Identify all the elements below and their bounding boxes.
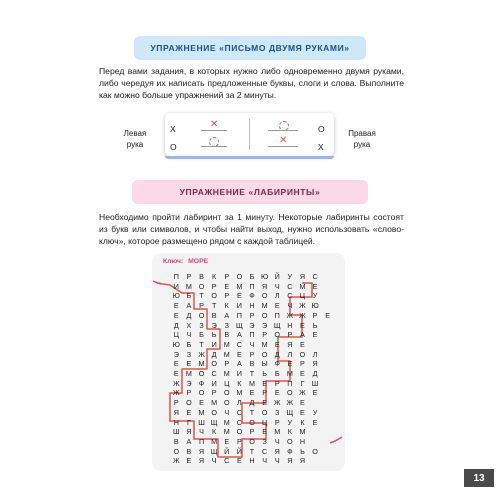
maze-cell: О [249,436,255,446]
maze-cell: Р [249,349,255,359]
maze-cell: Р [224,291,230,301]
left-hand-label-line2: рука [126,140,144,149]
maze-cell: М [223,349,230,359]
maze-cell: З [275,407,280,417]
maze-cell: Н [287,320,293,330]
maze-cell: С [287,281,293,291]
left-hand-label [115,128,155,150]
maze-cell: У [312,291,318,301]
maze-cell: П [198,436,205,446]
maze-cell: Л [287,349,293,359]
maze-cell: М [198,407,205,417]
maze-cell: Б [249,272,255,281]
maze-cell: Е [186,359,192,369]
maze-cell: М [248,378,255,388]
maze-cell: Ж [198,349,205,359]
maze-cell: Е [249,388,255,398]
maze-cell: Р [224,272,230,281]
maze-key-word: МОРЕ [188,258,209,265]
maze-cell: О [223,388,230,398]
maze-cell: О [261,407,268,417]
maze-cell: Р [236,436,242,446]
left-top-letter: Х [170,124,176,134]
maze-cell: Т [211,301,217,311]
maze-cell: У [287,272,293,281]
maze-cell: И [236,369,242,379]
maze-cell: Т [249,446,255,456]
maze-cell: М [299,427,306,437]
maze-cell [309,456,322,466]
maze-cell: М [274,427,281,437]
maze-cell: И [236,301,242,311]
maze-cell: А [186,436,192,446]
maze-cell: М [185,281,192,291]
maze-cell: М [286,369,293,379]
maze-cell: Е [312,330,318,340]
maze-cell: Е [312,417,318,427]
maze-cell: С [236,407,242,417]
maze-cell: Е [312,281,318,291]
maze-cell: А [186,301,192,311]
maze-cell: Д [312,369,318,379]
maze-cell: К [237,378,242,388]
exercise2-banner [132,180,368,204]
writing-line [268,130,298,131]
maze-cell: К [224,301,229,311]
maze-cell: Э [262,320,268,330]
maze-cell: Ы [261,359,268,369]
maze-cell: Ч [186,330,192,340]
maze-cell: С [312,272,318,281]
maze-entry-arrow-icon [153,281,161,284]
maze-cell: Н [249,456,255,466]
maze-cell: Р [274,417,280,427]
maze-cell [309,427,322,437]
maze-cell: Б [199,330,204,340]
maze-table [152,253,345,471]
maze-cell: О [261,291,268,301]
maze-cell: Р [224,359,230,369]
maze-cell: Ь [300,446,305,456]
writing-line [201,146,227,147]
writing-card [165,113,334,156]
maze-cell: О [198,369,205,379]
maze-cell: М [261,301,268,311]
maze-cell: Е [300,398,305,408]
maze-cell: С [211,369,217,379]
maze-cell: П [287,378,293,388]
maze-cell: В [211,310,217,320]
maze-cell: Р [262,388,267,398]
maze-cell: Д [274,349,280,359]
maze-cell: Е [300,407,305,417]
maze-cell: Э [186,378,192,388]
maze-cell: М [299,281,306,291]
maze-cell: Ч [274,456,280,466]
maze-cell [309,398,322,408]
maze-cell: В [186,446,192,456]
maze-cell [321,330,334,340]
maze-cell: П [249,330,255,340]
maze-cell: Е [274,388,280,398]
maze-cell: Л [237,398,242,408]
maze-cell: Ж [286,398,294,408]
maze-cell: Ю [172,339,180,349]
maze-cell: О [173,446,180,456]
maze-cell: С [287,291,293,301]
maze-cell: П [249,281,255,291]
maze-cell: М [223,427,230,437]
maze-cell: Й [224,446,230,456]
maze-cell: Г [186,417,191,427]
maze-cell: Д [211,349,217,359]
maze-cell: П [173,272,179,281]
maze-cell: Е [173,369,179,379]
exercise2-title: УПРАЖНЕНИЕ «ЛАБИРИНТЫ» [179,187,321,197]
maze-cell: Б [274,369,280,379]
maze-cell [309,437,322,447]
maze-cell: Е [300,339,305,349]
maze-cell: Ш [311,378,319,388]
maze-cell: О [287,436,293,446]
maze-cell: М [223,417,230,427]
maze-cell: Ж [286,310,294,320]
maze-cell: Я [287,456,293,466]
maze-cell: Д [173,320,179,330]
card-divider [249,119,250,150]
maze-cell: Ж [172,456,180,466]
maze-cell: О [274,330,281,340]
maze-cell: И [211,378,217,388]
maze-cell: О [198,388,205,398]
maze-cell: В [249,359,255,369]
maze-cell: Л [312,349,318,359]
maze-cell [321,447,334,457]
maze-cell: А [236,330,242,340]
maze-cell: Б [186,339,192,349]
maze-cell: Е [186,456,192,466]
maze-cell: О [211,359,217,369]
maze-cell: М [223,339,230,349]
maze-cell: Ч [199,427,204,437]
maze-cell: Е [224,436,230,446]
maze-cell: И [173,281,179,291]
maze-cell: Ш [173,427,180,437]
maze-cell: М [236,281,243,291]
maze-cell: Р [173,398,179,408]
maze-cell: Е [199,398,204,408]
maze-cell: Х [186,320,192,330]
writing-line [268,146,298,147]
maze-cell: Н [249,301,255,311]
maze-cell: Щ [210,417,218,427]
maze-cell: Е [173,310,179,320]
maze-cell: О [261,349,268,359]
maze-cell: Ь [262,369,267,379]
maze-cell: Я [299,456,306,466]
maze-cell: Е [312,388,318,398]
maze-cell: Р [287,330,293,340]
maze-cell: К [212,272,217,281]
maze-cell [321,359,334,369]
maze-cell: О [198,310,205,320]
left-bottom-letter: О [170,142,177,152]
maze-cell: Б [186,291,192,301]
maze-cell: У [312,407,318,417]
maze-cell: Е [173,301,179,311]
maze-cell: Я [173,407,179,417]
maze-cell: С [262,446,268,456]
maze-cell: Е [173,359,179,369]
maze-cell: С [236,417,242,427]
maze-cell: Е [186,407,192,417]
maze-cell: О [312,446,318,456]
maze-cell: Р [211,388,217,398]
maze-cell: Й [274,272,280,281]
maze-cell: О [186,398,192,408]
maze-cell: Т [199,291,204,301]
x-mark-icon: ✕ [210,119,219,130]
maze-cell: Ю [260,272,269,281]
maze-cell: О [299,349,306,359]
maze-letter-grid [170,272,334,466]
maze-cell: Щ [273,320,281,330]
maze-cell [321,379,334,389]
maze-cell: Т [249,407,255,417]
maze-cell [321,408,334,418]
maze-cell: Е [262,398,267,408]
maze-cell: З [199,320,204,330]
maze-cell: Щ [236,320,243,330]
maze-cell: З [186,349,192,359]
maze-cell [321,427,334,437]
maze-cell: Р [211,281,217,291]
maze-cell: О [198,281,205,291]
maze-cell: Ф [249,291,255,301]
maze-cell: М [261,339,268,349]
maze-cell: Н [173,417,179,427]
maze-cell: З [262,436,267,446]
maze-cell: Н [299,436,306,446]
maze-cell: Ч [274,436,280,446]
maze-cell: Р [300,359,305,369]
maze-cell: Р [186,388,192,398]
maze-cell: Е [236,291,242,301]
maze-cell: Р [249,427,255,437]
maze-cell: А [236,359,242,369]
maze-cell: Я [287,339,293,349]
right-bottom-letter: Х [318,142,324,152]
maze-cell: Ф [198,378,205,388]
maze-cell: Е [262,427,267,437]
maze-cell: Е [287,359,293,369]
maze-cell: Ч [249,339,255,349]
maze-cell: М [236,388,243,398]
maze-cell [321,291,334,301]
maze-cell: Ю [172,291,180,301]
maze-cell: Я [274,446,280,456]
maze-cell: З [224,320,229,330]
maze-cell: Я [262,281,268,291]
maze-cell: О [236,427,243,437]
right-top-letter: О [318,124,325,134]
maze-cell: Ж [299,301,306,311]
maze-cell: Д [249,398,255,408]
maze-cell: Я [186,427,192,437]
maze-cell: Т [199,339,204,349]
maze-cell: Ч [274,281,280,291]
maze-cell: Э [249,320,255,330]
maze-cell: Л [274,291,280,301]
maze-cell: Р [199,301,204,311]
maze-cell: О [223,398,230,408]
maze-cell: Ь [211,330,217,340]
maze-cell: Я [299,272,306,281]
page-number: 13 [464,469,494,487]
maze-cell: Ц [261,417,268,427]
left-hand-label-line1: Левая [123,129,147,138]
maze-cell: Й [236,446,242,456]
maze-cell: Т [249,369,255,379]
maze-cell [321,272,334,282]
maze-cell: К [300,417,305,427]
maze-cell: Е [300,320,305,330]
maze-cell: Я [312,359,318,369]
maze-cell: С [224,456,230,466]
maze-cell: Е [274,339,280,349]
maze-cell: В [173,436,179,446]
maze-cell: М [211,398,218,408]
maze-cell: О [236,272,243,281]
exercise2-text: Необходимо пройти лабиринт за 1 минуту. Некоторые лабиринты состоят из букв или символов, и чтобы найти выход, нужно использовать «слово-ключ», которое размещено рядом с каждой таблицей. [99,212,404,247]
maze-cell: Г [300,378,305,388]
maze-cell: А [300,330,305,340]
maze-cell: О [287,388,293,398]
maze-cell [321,369,334,379]
maze-cell: Е [224,281,230,291]
maze-cell: К [287,427,292,437]
maze-cell: П [274,310,280,320]
x-mark-icon: ✕ [279,135,288,146]
maze-cell [321,398,334,408]
maze-cell: У [287,417,293,427]
maze-cell: К [212,427,217,437]
maze-cell: Е [325,310,331,320]
maze-cell [321,388,334,398]
maze-cell: Ф [287,446,293,456]
maze-cell: Э [173,349,179,359]
maze-cell: Щ [210,446,218,456]
maze-cell: В [199,272,204,281]
maze-cell: И [211,339,217,349]
maze-cell [321,456,334,466]
maze-cell: Р [274,378,280,388]
maze-cell: Э [211,320,217,330]
maze-cell [321,340,334,350]
maze-cell: Ж [172,388,180,398]
maze-cell: Ж [273,398,281,408]
writing-line [201,130,227,131]
maze-cell: Е [274,301,280,311]
maze-cell: Р [312,310,318,320]
maze-cell: Ю [311,301,319,311]
maze-cell [321,350,334,360]
maze-cell: Д [186,310,192,320]
maze-cell: О [211,291,217,301]
maze-cell: Я [198,456,205,466]
maze-cell: Ф [274,359,280,369]
maze-cell: Р [249,310,255,320]
maze-cell: Ч [211,456,217,466]
maze-cell: Ж [299,388,306,398]
card-underbar [165,156,334,159]
maze-cell [321,418,334,428]
maze-cell [321,321,334,331]
maze-cell [309,340,322,350]
maze-cell: В [224,330,230,340]
maze-cell: Ч [287,301,293,311]
maze-cell: М [211,436,218,446]
maze-cell [321,301,334,311]
maze-cell: О [211,407,217,417]
maze-cell: М [185,369,192,379]
maze-cell: Ь [312,320,318,330]
maze-cell: М [198,359,205,369]
maze-cell: О [249,417,255,427]
maze-cell [321,282,334,292]
right-hand-label-line2: рука [353,140,371,149]
exercise1-banner [134,36,366,60]
maze-cell: Р [186,272,192,281]
exercise1-text: Перед вами задания, в которых нужно либо одновременно двумя руками, либо чередуя их написать предложенные буквы, слоги и слова. Выполните как можно больше упражнений за 2 минуты. [99,66,404,101]
maze-cell: А [224,310,230,320]
maze-cell: О [261,310,268,320]
maze-cell: Е [300,369,305,379]
right-hand-label [340,128,384,150]
maze-cell: Е [236,456,242,466]
maze-cell: Щ [286,407,294,417]
maze-cell: Е [262,378,267,388]
maze-cell: С [236,339,242,349]
maze-cell: М [223,369,230,379]
maze-cell [321,437,334,447]
maze-cell: Ж [299,310,306,320]
maze-cell: Ш [198,417,205,427]
right-hand-label-line1: Правая [348,129,376,138]
maze-cell: Ц [299,291,306,301]
maze-cell: Е [236,349,242,359]
maze-cell: Р [262,330,267,340]
maze-cell: Я [198,446,205,456]
maze-cell: Ц [173,330,179,340]
maze-cell: Ц [224,378,230,388]
maze-key-label: Ключ: [163,258,184,265]
maze-cell: Ч [224,407,230,417]
maze-cell: П [236,310,242,320]
maze-cell: Ж [172,378,180,388]
maze-cell: Ч [262,456,267,466]
exercise1-title: УПРАЖНЕНИЕ «ПИСЬМО ДВУМЯ РУКАМИ» [150,43,350,53]
